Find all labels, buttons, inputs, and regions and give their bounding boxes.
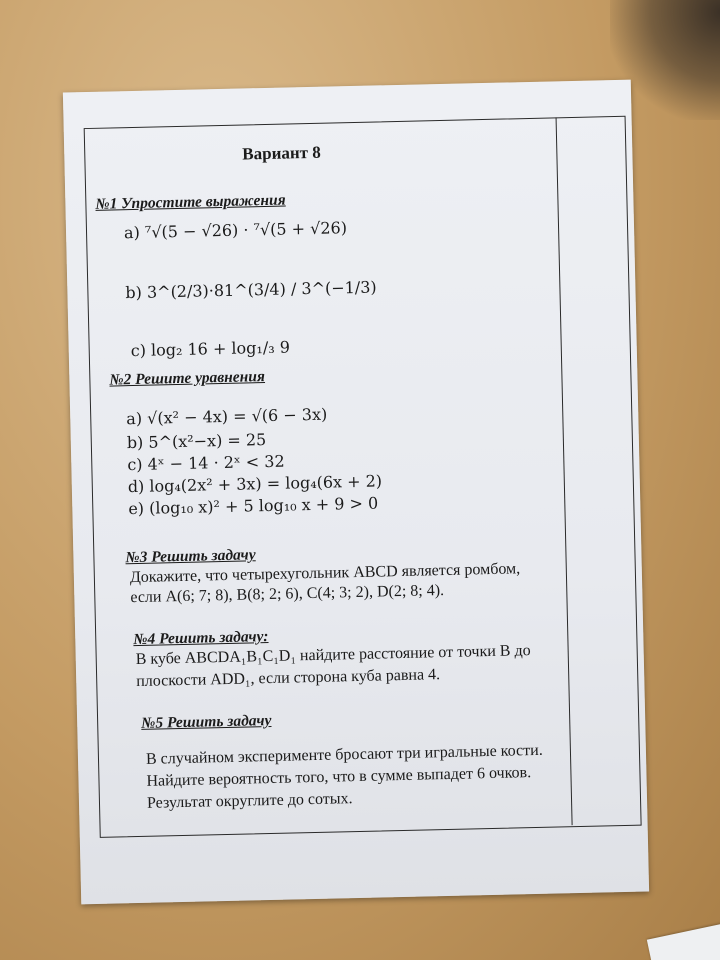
task5-line-1: В случайном эксперименте бросают три игральные кости. — [145, 741, 543, 768]
task3-line-2: если A(6; 7; 8), B(8; 2; 6), C(4; 3; 2), D(2; 8; 4). — [130, 582, 445, 607]
task1-item-a: a) ⁷√(5 − √26) · ⁷√(5 + √26) — [123, 218, 348, 243]
exam-sheet — [63, 80, 649, 905]
task5-heading: №5 Решить задачу — [141, 711, 272, 732]
task2-item-a: a) √(x² − 4x) = √(6 − 3x) — [126, 404, 328, 429]
task1-heading: №1 Упростите выражения — [95, 191, 286, 213]
task5-line-3: Результат округлите до сотых. — [146, 790, 353, 812]
task2-item-e: e) (log₁₀ x)² + 5 log₁₀ x + 9 > 0 — [128, 493, 379, 519]
task4-line-1: В кубе ABCDA₁B₁C₁D₁ найдите расстояние от точки B до — [135, 642, 531, 669]
task4-heading: №4 Решить задачу: — [133, 628, 269, 649]
variant-title: Вариант 8 — [242, 142, 321, 164]
task5-line-2: Найдите вероятность того, что в сумме выпадет 6 очков. — [146, 764, 532, 790]
task2-item-b: b) 5^(x²−x) = 25 — [126, 430, 267, 453]
task3-heading: №3 Решить задачу — [125, 546, 256, 567]
task2-item-d: d) log₄(2x² + 3x) = log₄(6x + 2) — [127, 471, 383, 497]
paper-scrap — [647, 921, 720, 960]
task4-line-2: плоскости ADD₁, если сторона куба равна 4. — [136, 666, 441, 691]
task1-item-c: c) log₂ 16 + log₁/₃ 9 — [130, 337, 291, 361]
task2-item-c: c) 4ˣ − 14 · 2ˣ < 32 — [127, 451, 285, 475]
task3-line-1: Докажите, что четырехугольник ABCD является ромбом, — [129, 560, 521, 587]
task1-item-b: b) 3^(2/3)·81^(3/4) / 3^(−1/3) — [125, 277, 377, 303]
task2-heading: №2 Решите уравнения — [109, 368, 266, 389]
